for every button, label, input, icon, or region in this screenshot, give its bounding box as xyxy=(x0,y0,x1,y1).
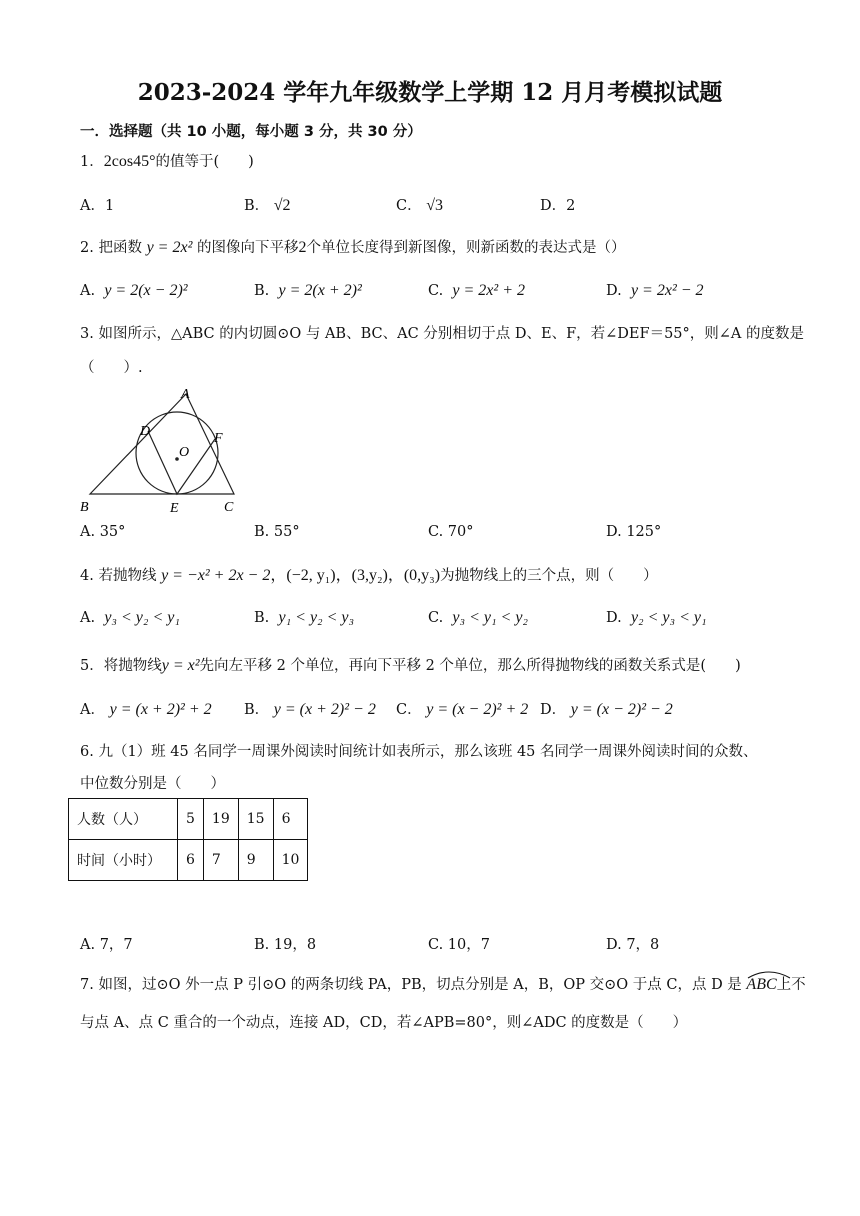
table-cell: 10 xyxy=(273,840,308,881)
question-7-line-1: 7. 如图，过⊙O 外一点 P 引⊙O 的两条切线 PA，PB，切点分别是 A，B，OP 交⊙O 于点 C，点 D 是 ABC上不 xyxy=(80,973,806,994)
question-6-line-2: 中位数分别是（ ） xyxy=(80,776,225,792)
q5-option-d: D． y = (x − 2)² − 2 xyxy=(540,701,673,718)
q5-option-a: A． y = (x + 2)² + 2 xyxy=(80,701,212,718)
q3-option-b: B. 55° xyxy=(254,524,300,540)
table-cell: 时间（小时） xyxy=(69,840,178,881)
question-1 xyxy=(80,150,254,171)
q2-expression: y = 2x² xyxy=(146,239,193,256)
q1-option-d: D．2 xyxy=(540,198,576,214)
q4-points: ，(−2, y₁)，(3,y₂)，(0,y₃) xyxy=(270,567,441,584)
q2-option-a: A. y = 2(x − 2)² xyxy=(80,282,188,299)
label-a: A xyxy=(181,387,190,402)
q4-option-b: B. y₁ < y₂ < y₃ xyxy=(254,609,355,626)
table-cell: 9 xyxy=(238,840,273,881)
q5-expression: y = x² xyxy=(161,657,200,674)
question-6-line-1: 6. 九（1）班 45 名同学一周课外阅读时间统计如表所示，那么该班 45 名同学一周课外阅读时间的众数、 xyxy=(80,744,758,760)
question-4: 4. 若抛物线 y = −x² + 2x − 2，(−2, y₁)，(3,y₂)，(0,y₃)为抛物线上的三个点，则（ ） xyxy=(80,567,658,584)
q4-option-c: C. y₃ < y₁ < y₂ xyxy=(428,609,528,626)
q1-option-b-math: √2 xyxy=(273,197,291,214)
q6-option-a: A. 7，7 xyxy=(80,937,133,953)
q1-expression: 2cos45° xyxy=(103,153,156,170)
question-5: 5．将抛物线y = x²先向左平移 2 个单位，再向下平移 2 个单位，那么所得抛物线的函数关系式是( ) xyxy=(80,657,741,674)
label-o: O xyxy=(179,445,190,460)
q6-option-c: C. 10，7 xyxy=(428,937,490,953)
question-3-line-1: 3. 如图所示，△ABC 的内切圆⊙O 与 AB、BC、AC 分别相切于点 D、E、F，若∠DEF＝55°，则∠A 的度数是 xyxy=(80,326,804,342)
label-d: D xyxy=(140,424,151,439)
q3-option-d: D. 125° xyxy=(606,524,662,540)
q3-option-a: A. 35° xyxy=(80,524,126,540)
q1-option-c-math: √3 xyxy=(426,197,443,214)
question-3-line-2: （ ）. xyxy=(80,360,143,376)
question-2: 2. 把函数 y = 2x² 的图像向下平移2个单位长度得到新图像，则新函数的表达式是（） xyxy=(80,239,626,256)
q1-option-b: B． √2 xyxy=(244,197,291,214)
reading-time-table xyxy=(68,798,308,881)
label-f: F xyxy=(214,431,223,446)
section-heading: 一．选择题（共 10 小题，每小题 3 分，共 30 分） xyxy=(80,124,422,140)
arc-abc: ABC xyxy=(746,976,776,994)
triangle-abc xyxy=(90,394,234,494)
q4-expression: y = −x² + 2x − 2 xyxy=(161,567,271,584)
table-cell: 6 xyxy=(178,840,204,881)
question-7-line-2: 与点 A、点 C 重合的一个动点，连接 AD，CD，若∠APB=80°，则∠ADC 的度数是（ ） xyxy=(80,1015,688,1031)
q5-option-b: B． y = (x + 2)² − 2 xyxy=(244,701,376,718)
label-b: B xyxy=(80,500,89,515)
q2-option-c: C. y = 2x² + 2 xyxy=(428,282,525,299)
q5-option-c: C． y = (x − 2)² + 2 xyxy=(396,701,529,718)
table-cell: 人数（人） xyxy=(69,799,178,840)
q2-option-b: B. y = 2(x + 2)² xyxy=(254,282,362,299)
q1-option-c: C． √3 xyxy=(396,197,443,214)
label-c: C xyxy=(224,500,234,515)
q2-option-d: D. y = 2x² − 2 xyxy=(606,282,704,299)
arc-mark xyxy=(746,969,792,979)
table-row xyxy=(69,840,308,881)
table-cell: 5 xyxy=(178,799,204,840)
table-cell: 19 xyxy=(203,799,238,840)
table-cell: 15 xyxy=(238,799,273,840)
page-title: 2023-2024 学年九年级数学上学期 12 月月考模拟试题 xyxy=(137,79,723,106)
q1-option-a: A．1 xyxy=(80,198,115,214)
q4-option-a: A. y₃ < y₂ < y₁ xyxy=(80,609,180,626)
q6-option-d: D. 7，8 xyxy=(606,937,660,953)
q4-option-d: D. y₂ < y₃ < y₁ xyxy=(606,609,707,626)
q1-text: 的值等于( ) xyxy=(155,154,254,170)
label-e: E xyxy=(170,501,179,516)
table-cell: 7 xyxy=(203,840,238,881)
q1-number: 1． xyxy=(80,154,104,170)
table-cell: 6 xyxy=(273,799,308,840)
triangle-def-sides xyxy=(148,431,215,494)
incircle-figure xyxy=(76,380,246,518)
q3-option-c: C. 70° xyxy=(428,524,474,540)
table-row xyxy=(69,799,308,840)
q6-option-b: B. 19，8 xyxy=(254,937,317,953)
